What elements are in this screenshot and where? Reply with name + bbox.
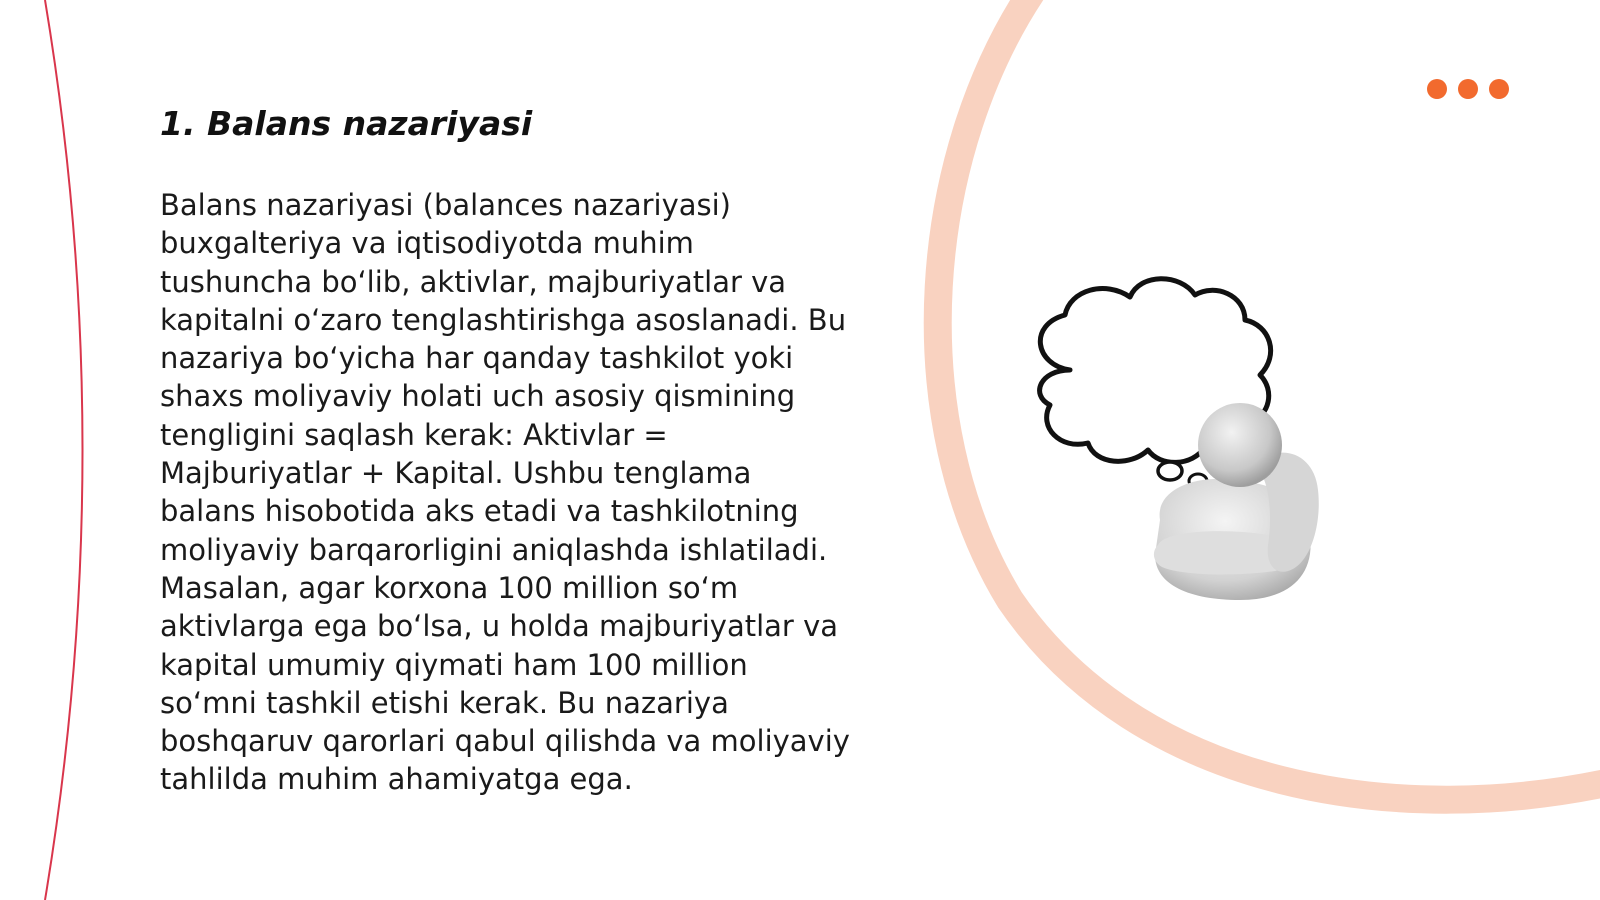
thinking-person-icon: [1030, 275, 1350, 620]
thought-bubble-small-1: [1158, 462, 1182, 480]
dot-3: [1489, 79, 1509, 99]
dot-2: [1458, 79, 1478, 99]
menu-dots-icon: [1427, 79, 1509, 99]
slide-body-text: Balans nazariyasi (balances nazariyasi) buxgalteriya va iqtisodiyotda muhim tushuncha bo‘lib, aktivlar, majburiyatlar va kapitalni o‘zaro tenglashtirishga asoslanadi. Bu nazariya bo‘yicha har qanday tashkilot yoki shaxs moliyaviy holati uch asosiy qismining tengligini saqlash kerak: Aktivlar = Majburiyatlar + Kapital. Ushbu tenglama balans hisobotida aks etadi va tashkilotning moliyaviy barqarorligini aniqlashda ishlatiladi. Masalan, agar korxona 100 million so‘m aktivlarga ega bo‘lsa, u holda majburiyatlar va kapital umumiy qiymati ham 100 million so‘mni tashkil etishi kerak. Bu nazariya boshqaruv qarorlari qabul qilishda va moliyaviy tahlilda muhim ahamiyatga ega.: [160, 188, 850, 797]
left-accent-line: [45, 0, 83, 900]
slide-title: 1. Balans nazariyasi: [160, 104, 533, 143]
person-head: [1198, 403, 1282, 487]
dot-1: [1427, 79, 1447, 99]
